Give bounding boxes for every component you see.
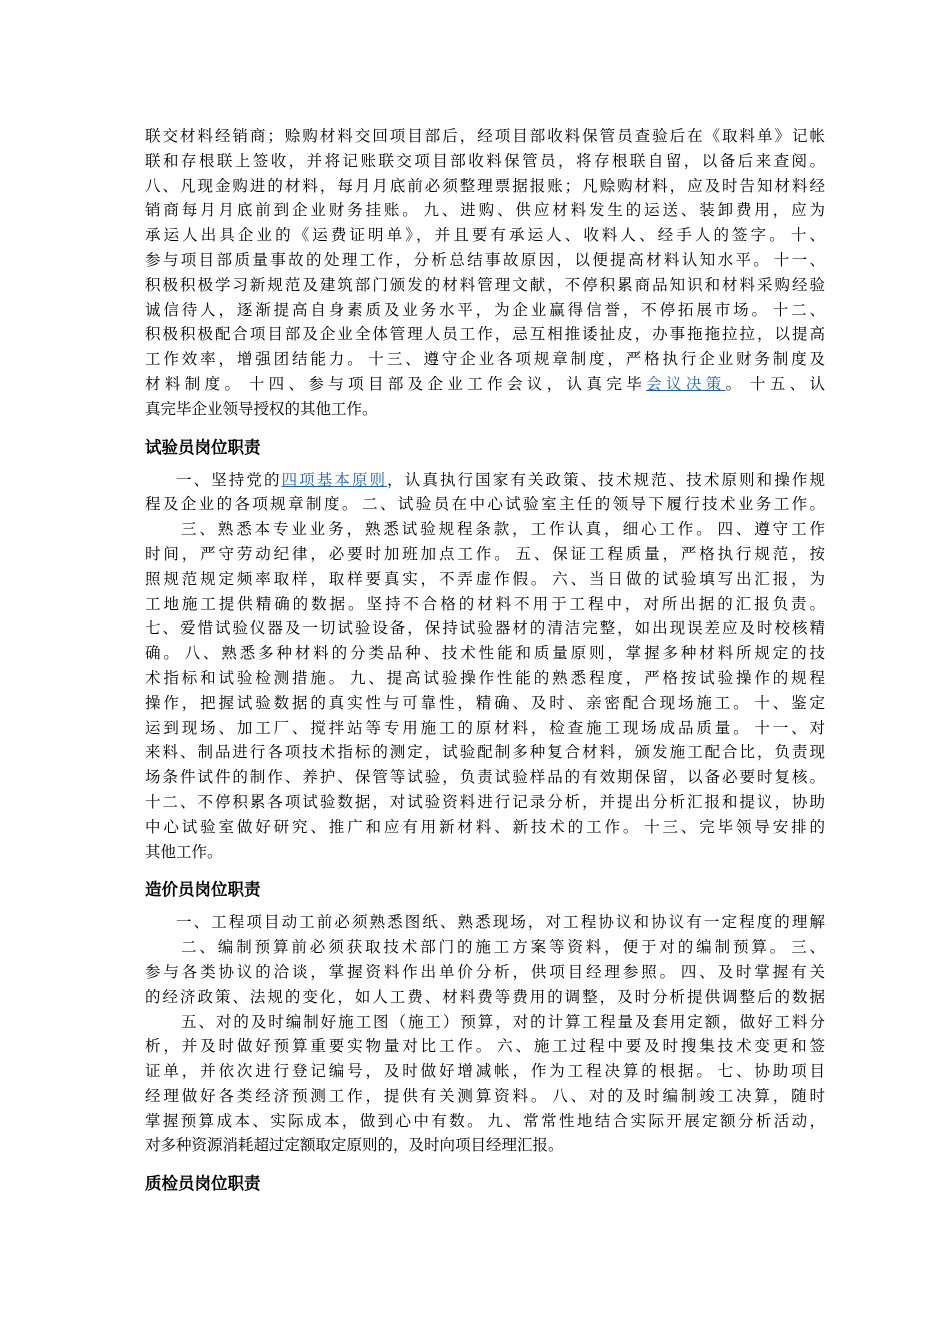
paragraph-line: 照规范规定频率取样，取样要真实，不弄虚作假。六、当日做的试验填写出汇报，为 <box>145 569 825 588</box>
paragraph-line: 中心试验室做好研究、推广和应有用新材料、新技术的工作。十三、完毕领导安排的 <box>145 817 825 836</box>
paragraph-line: 其他工作。 <box>145 842 223 861</box>
section-cost-estimator-duties <box>145 910 825 1158</box>
paragraph-line: 术指标和试验检测措施。九、提高试验操作性能的熟悉程度，严格按试验操作的规程 <box>145 668 825 687</box>
paragraph-line: 一、坚持党的四项基本原则，认真执行国家有关政策、技术规范、技术原则和操作规 <box>176 470 825 489</box>
paragraph-line: 程及企业的各项规章制度。二、试验员在中心试验室主任的领导下履行技术业务工作。 <box>145 495 825 514</box>
section-title-cost-estimator: 造价员岗位职责 <box>145 880 261 900</box>
paragraph-line: 时间，严守劳动纪律，必要时加班加点工作。五、保证工程质量，严格执行规范，按 <box>145 544 825 563</box>
paragraph-line: 掌握预算成本、实际成本，做到心中有数。九、常常性地结合实际开展定额分析活动， <box>145 1111 825 1130</box>
paragraph-line: 场条件试件的制作、养护、保管等试验，负责试验样品的有效期保留，以备必要时复核。 <box>145 768 825 787</box>
paragraph-line: 的经济政策、法规的变化，如人工费、材料费等费用的调整，及时分析提供调整后的数据 <box>145 987 825 1006</box>
paragraph-line: 二、编制预算前必须获取技术部门的施工方案等资料，便于对的编制预算。三、 <box>181 938 825 957</box>
section-title-tester: 试验员岗位职责 <box>145 437 261 457</box>
paragraph-line: 来料、制品进行各项技术指标的测定，试验配制多种复合材料，颁发施工配合比，负责现 <box>145 743 825 762</box>
section-title-quality-inspector: 质检员岗位职责 <box>145 1174 261 1194</box>
paragraph-line: 工地施工提供精确的数据。坚持不合格的材料不用于工程中，对所出据的汇报负责。 <box>145 594 825 613</box>
paragraph-line: 联和存根联上签收，并将记账联交项目部收料保管员，将存根联自留，以备后来查阅。 <box>145 151 825 170</box>
paragraph-line: 证单，并依次进行登记编号，及时做好增减帐，作为工程决算的根据。七、协助项目 <box>145 1062 825 1081</box>
paragraph-line: 析，并及时做好预算重要实物量对比工作。六、施工过程中要及时搜集技术变更和签 <box>145 1037 825 1056</box>
paragraph-line: 确。八、熟悉多种材料的分类品种、技术性能和质量原则，掌握多种材料所规定的技 <box>145 644 825 663</box>
paragraph-line: 联交材料经销商；赊购材料交回项目部后，经项目部收料保管员查验后在《取料单》记帐 <box>145 127 825 145</box>
paragraph-line: 参与项目部质量事故的处理工作，分析总结事故原因，以便提高材料认知水平。十一、 <box>145 250 825 269</box>
paragraph-line: 诚信待人，逐渐提高自身素质及业务水平，为企业赢得信誉，不停拓展市场。十二、 <box>145 300 825 319</box>
paragraph-line: 积极积极学习新规范及建筑部门颁发的材料管理文献，不停积累商品知识和材料采购经验 <box>145 275 825 294</box>
paragraph-line: 对多种资源消耗超过定额取定原则的，及时向项目经理汇报。 <box>145 1136 564 1155</box>
paragraph-line: 操作，把握试验数据的真实性与可靠性，精确、及时、亲密配合现场施工。十、鉴定 <box>145 693 825 712</box>
paragraph-line: 工作效率，增强团结能力。十三、遵守企业各项规章制度，严格执行企业财务制度及 <box>145 350 825 369</box>
paragraph-line: 十二、不停积累各项试验数据，对试验资料进行记录分析，并提出分析汇报和提议，协助 <box>145 792 825 811</box>
paragraph-line: 销商每月月底前到企业财务挂账。九、进购、供应材料发生的运送、装卸费用，应为 <box>145 201 825 220</box>
document-page <box>145 124 825 1196</box>
paragraph-line: 承运人出具企业的《运费证明单》，并且要有承运人、收料人、经手人的签字。十、 <box>145 226 825 245</box>
section-tester-duties <box>145 468 825 865</box>
paragraph-line: 参与各类协议的洽谈，掌握资料作出单价分析，供项目经理参照。四、及时掌握有关 <box>145 962 825 981</box>
paragraph-line: 三、熟悉本专业业务，熟悉试验规程条款，工作认真，细心工作。四、遵守工作 <box>181 520 825 539</box>
meeting-decision-link[interactable]: 会议决策 <box>646 374 726 393</box>
paragraph-line: 材料制度。十四、参与项目部及企业工作会议，认真完毕会议决策。十五、认 <box>145 374 825 393</box>
paragraph-line: 七、爱惜试验仪器及一切试验设备，保持试验器材的清洁完整，如出现误差应及时校核精 <box>145 619 825 638</box>
paragraph-line: 积极积极配合项目部及企业全体管理人员工作，忌互相推诿扯皮，办事拖拖拉拉，以提高 <box>145 325 825 344</box>
paragraph-line: 运到现场、加工厂、搅拌站等专用施工的原材料，检查施工现场成品质量。十一、对 <box>145 718 825 737</box>
paragraph-line: 一、工程项目动工前必须熟悉图纸、熟悉现场，对工程协议和协议有一定程度的理解 <box>176 913 825 932</box>
paragraph-line: 经理做好各类经济预测工作，提供有关测算资料。八、对的及时编制竣工决算，随时 <box>145 1086 825 1105</box>
paragraph-line: 五、对的及时编制好施工图（施工）预算，对的计算工程量及套用定额，做好工料分 <box>181 1012 825 1031</box>
paragraph-line: 真完毕企业领导授权的其他工作。 <box>145 399 378 418</box>
paragraph-line: 八、凡现金购进的材料，每月月底前必须整理票据报账；凡赊购材料，应及时告知材料经 <box>145 176 825 195</box>
four-principles-link[interactable]: 四项基本原则 <box>281 470 388 489</box>
section-materials-continuation <box>145 124 825 422</box>
